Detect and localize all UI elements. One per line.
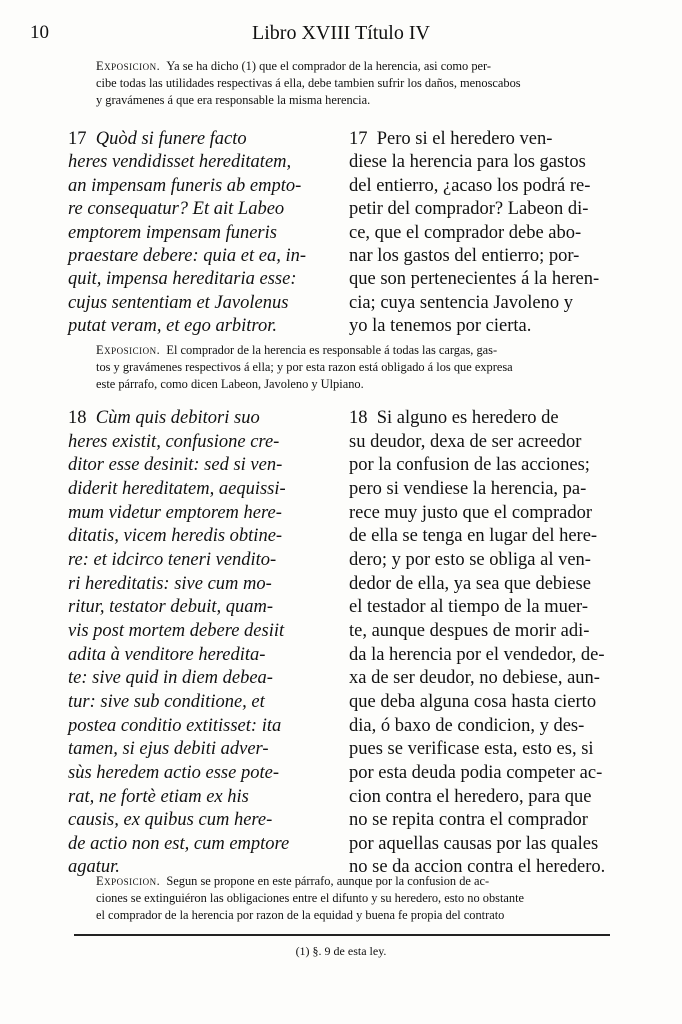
- footnote-rule: [74, 934, 610, 936]
- text-line: adita à venditore heredita-: [68, 644, 266, 665]
- exposition-line: Exposicion. Ya se ha dicho (1) que el comprador de la herencia, asi como per-: [96, 59, 492, 73]
- footnote: (1) §. 9 de esta ley.: [295, 944, 387, 958]
- text-line: ditatis, vicem heredis obtine-: [68, 526, 283, 547]
- exposition-line: el comprador de la herencia por razon de la equidad y buena fe propia del contrato: [96, 908, 505, 922]
- text-line: tamen, si ejus debiti adver-: [68, 739, 269, 760]
- text-line: mum videtur emptorem here-: [68, 502, 282, 523]
- text-line: de actio non est, cum emptore: [68, 833, 290, 854]
- exposition-line: y gravámenes á que era responsable la misma herencia.: [96, 93, 371, 107]
- text-line: emptorem impensam funeris: [68, 222, 277, 243]
- text-line: te, aunque despues de morir adi-: [349, 620, 590, 641]
- section-18-latin: [68, 407, 336, 880]
- running-title: Libro XVIII Título IV: [252, 22, 430, 44]
- text-line: que son pertenecientes á la heren-: [349, 269, 600, 290]
- exposition-line: ciones se extinguiéron las obligaciones entre el difunto y su heredero, esto no obstante: [96, 891, 525, 905]
- section-number: 18: [349, 408, 368, 428]
- text-line: 17 Quòd si funere facto: [68, 129, 247, 149]
- text-line: praestare debere: quia et ea, in-: [68, 246, 307, 267]
- exposition-lead: Exposicion.: [96, 59, 161, 73]
- text-line: ritur, testator debuit, quam-: [68, 597, 274, 618]
- text-line: rat, ne fortè etiam ex his: [68, 786, 249, 807]
- section-number: 17: [68, 129, 87, 149]
- text-line: re consequatur? Et ait Labeo: [68, 199, 285, 220]
- running-header: [0, 22, 682, 52]
- text-line: cia; cuya sentencia Javoleno y: [349, 292, 573, 313]
- text-line: heres vendidisset hereditatem,: [68, 152, 292, 173]
- text-line: rece muy justo que el comprador: [349, 502, 592, 523]
- text-line: heres existit, confusione cre-: [68, 431, 280, 452]
- text-line: 18 Cùm quis debitori suo: [68, 408, 260, 428]
- exposition-lead: Exposicion.: [96, 343, 161, 357]
- text-line: 18 Si alguno es heredero de: [349, 408, 559, 428]
- text-line: 17 Pero si el heredero ven-: [349, 129, 553, 149]
- text-line: ri hereditatis: sive cum mo-: [68, 573, 272, 594]
- text-line: an impensam funeris ab empto-: [68, 175, 302, 196]
- text-line: del entierro, ¿acaso los podrá re-: [349, 175, 591, 196]
- exposition-17: [96, 342, 616, 393]
- text-line: por la confusion de las acciones;: [349, 455, 590, 476]
- text-line: de ella se tenga en lugar del here-: [349, 526, 598, 547]
- exposition-line: Exposicion. Segun se propone en este párrafo, aunque por la confusion de ac-: [96, 874, 490, 888]
- text-line: que deba alguna cosa hasta cierto: [349, 691, 597, 712]
- text-line: postea conditio extitisset: ita: [68, 715, 282, 736]
- text-line: ditor esse desinit: sed si ven-: [68, 455, 283, 476]
- text-line: petir del comprador? Labeon di-: [349, 199, 589, 220]
- text-line: pero si vendiese la herencia, pa-: [349, 478, 587, 499]
- section-18-spanish: [349, 407, 617, 880]
- text-line: tur: sive sub conditione, et: [68, 691, 265, 712]
- text-line: yo la tenemos por cierta.: [349, 316, 532, 337]
- section-17-spanish: [349, 128, 617, 339]
- text-line: cion contra el heredero, para que: [349, 786, 592, 807]
- text-line: dero; y por esto se obliga al ven-: [349, 549, 591, 570]
- exposition-line: este párrafo, como dicen Labeon, Javoleno y Ulpiano.: [96, 377, 364, 391]
- text-line: dia, ó baxo de condicion, y des-: [349, 715, 585, 736]
- text-line: te: sive quid in diem debea-: [68, 668, 273, 689]
- text-line: putat veram, et ego arbitror.: [68, 316, 277, 337]
- page-number: 10: [30, 22, 49, 43]
- exposition-line: tos y gravámenes respectivos á ella; y por esta razon está obligado á los que expresa: [96, 360, 513, 374]
- text-line: nar los gastos del entierro; por-: [349, 246, 580, 267]
- exposition-line: cibe todas las utilidades respectivas á ella, debe tambien sufrir los daños, menoscabos: [96, 76, 521, 90]
- text-line: da la herencia por el vendedor, de-: [349, 644, 605, 665]
- text-line: cujus sententiam et Javolenus: [68, 292, 289, 313]
- text-line: por aquellas causas por las quales: [349, 833, 599, 854]
- text-line: re: et idcirco teneri vendito-: [68, 549, 277, 570]
- text-line: dedor de ella, ya sea que debiese: [349, 573, 591, 594]
- text-line: sùs heredem actio esse pote-: [68, 762, 279, 783]
- text-line: agatur.: [68, 857, 120, 878]
- exposition-lead: Exposicion.: [96, 874, 161, 888]
- text-line: no se repita contra el comprador: [349, 810, 588, 831]
- text-line: xa de ser deudor, no debiese, aun-: [349, 668, 600, 689]
- text-line: ce, que el comprador debe abo-: [349, 222, 582, 243]
- exposition-18: [96, 873, 616, 924]
- text-line: causis, ex quibus cum here-: [68, 810, 273, 831]
- exposition-intro: [96, 58, 616, 109]
- text-line: no se da accion contra el heredero.: [349, 857, 606, 878]
- text-line: por esta deuda podia competer ac-: [349, 762, 603, 783]
- text-line: pues se verificase esta, esto es, si: [349, 739, 594, 760]
- section-number: 18: [68, 408, 87, 428]
- text-line: su deudor, dexa de ser acreedor: [349, 431, 582, 452]
- text-line: el testador al tiempo de la muer-: [349, 597, 589, 618]
- text-line: quit, impensa hereditaria esse:: [68, 269, 297, 290]
- text-line: diderit hereditatem, aequissi-: [68, 478, 286, 499]
- section-number: 17: [349, 129, 368, 149]
- text-line: diese la herencia para los gastos: [349, 152, 586, 173]
- section-17-latin: [68, 128, 336, 339]
- exposition-line: Exposicion. El comprador de la herencia es responsable á todas las cargas, gas-: [96, 343, 498, 357]
- text-line: vis post mortem debere desiit: [68, 620, 285, 641]
